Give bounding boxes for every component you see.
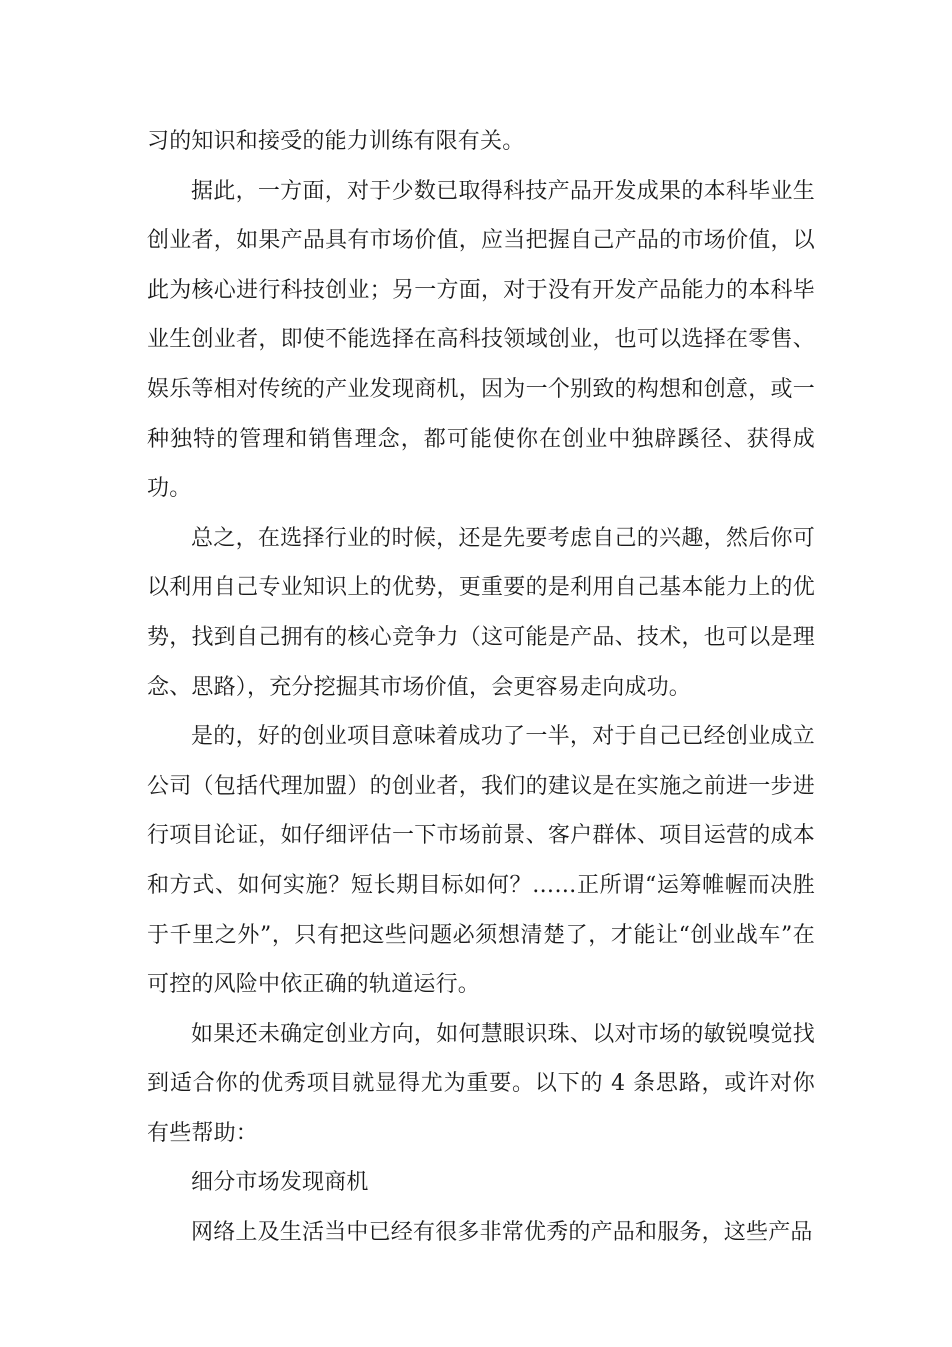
document-body (147, 117, 815, 1258)
paragraph-3: 总之，在选择行业的时候，还是先要考虑自己的兴趣，然后你可以利用自己专业知识上的优势，更重要的是利用自己基本能力上的优势，找到自己拥有的核心竞争力（这可能是产品、技术，也可以是理念、思路），充分挖掘其市场价值，会更容易走向成功。 (147, 525, 815, 700)
paragraph-4: 是的，好的创业项目意味着成功了一半，对于自己已经创业成立公司（包括代理加盟）的创业者，我们的建议是在实施之前进一步进行项目论证，如仔细评估一下市场前景、客户群体、项目运营的成本和方式、如何实施？短长期目标如何？……正所谓“运筹帷幄而决胜于千里之外”，只有把这些问题必须想清楚了，才能让“创业战车”在可控的风险中依正确的轨道运行。 (147, 724, 815, 998)
section-heading: 细分市场发现商机 (191, 1170, 369, 1196)
paragraph-6: 网络上及生活当中已经有很多非常优秀的产品和服务，这些产品 (191, 1220, 813, 1246)
paragraph-2: 据此，一方面，对于少数已取得科技产品开发成果的本科毕业生创业者，如果产品具有市场价值，应当把握自己产品的市场价值，以此为核心进行科技创业；另一方面，对于没有开发产品能力的本科毕业生创业者，即使不能选择在高科技领域创业，也可以选择在零售、娱乐等相对传统的产业发现商机，因为一个别致的构想和创意，或一种独特的管理和销售理念，都可能使你在创业中独辟蹊径、获得成功。 (147, 178, 815, 502)
paragraph-1: 习的知识和接受的能力训练有限有关。 (147, 129, 525, 154)
paragraph-5: 如果还未确定创业方向，如何慧眼识珠、以对市场的敏锐嗅觉找到适合你的优秀项目就显得尤为重要。以下的 4 条思路，或许对你有些帮助： (147, 1021, 815, 1146)
